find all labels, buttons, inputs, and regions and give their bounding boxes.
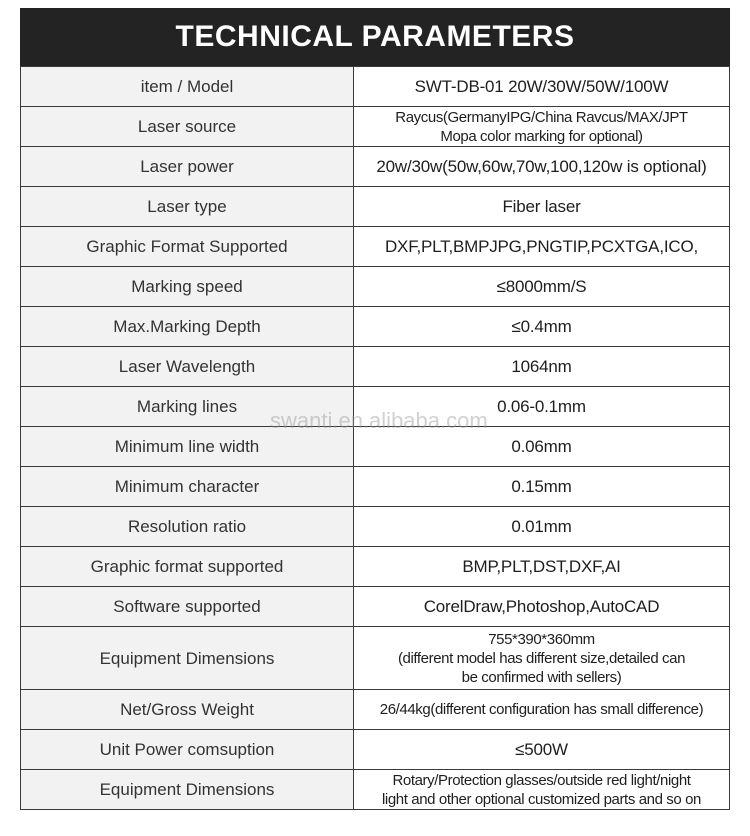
- table-row: [21, 467, 730, 507]
- row-value: 0.06mm: [354, 427, 730, 467]
- watermark: swanti.en.alibaba.com: [270, 408, 488, 433]
- row-value: 1064nm: [354, 347, 730, 387]
- row-label: Laser Wavelength: [21, 347, 354, 387]
- row-value: 0.06-0.1mm: [354, 387, 730, 427]
- row-value: 0.01mm: [354, 507, 730, 547]
- table-row: [21, 507, 730, 547]
- row-label: item / Model: [21, 67, 354, 107]
- table-row: [21, 627, 730, 690]
- table-row: [21, 547, 730, 587]
- table-row: [21, 227, 730, 267]
- table-row: [21, 730, 730, 770]
- table-row: [21, 690, 730, 730]
- row-value: CorelDraw,Photoshop,AutoCAD: [354, 587, 730, 627]
- row-label: Laser source: [21, 107, 354, 147]
- row-label: Equipment Dimensions: [21, 770, 354, 810]
- row-value: SWT-DB-01 20W/30W/50W/100W: [354, 67, 730, 107]
- row-label: Net/Gross Weight: [21, 690, 354, 730]
- row-label: Equipment Dimensions: [21, 627, 354, 690]
- page-title: TECHNICAL PARAMETERS: [20, 8, 730, 66]
- row-label: Laser type: [21, 187, 354, 227]
- row-value: DXF,PLT,BMPJPG,PNGTIP,PCXTGA,ICO,: [354, 227, 730, 267]
- table-row: [21, 107, 730, 147]
- table-row: [21, 770, 730, 810]
- row-label: Graphic format supported: [21, 547, 354, 587]
- row-value: BMP,PLT,DST,DXF,AI: [354, 547, 730, 587]
- table-row: [21, 307, 730, 347]
- row-label: Software supported: [21, 587, 354, 627]
- row-label: Unit Power comsuption: [21, 730, 354, 770]
- table-row: [21, 67, 730, 107]
- row-label: Minimum line width: [21, 427, 354, 467]
- table-row: [21, 147, 730, 187]
- table-row: [21, 587, 730, 627]
- table-row: [21, 267, 730, 307]
- row-label: Laser power: [21, 147, 354, 187]
- row-value: Fiber laser: [354, 187, 730, 227]
- row-value: Rotary/Protection glasses/outside red light/night light and other optional customized parts and so on: [354, 770, 730, 810]
- row-value: ≤500W: [354, 730, 730, 770]
- row-value: 20w/30w(50w,60w,70w,100,120w is optional): [354, 147, 730, 187]
- row-value: ≤8000mm/S: [354, 267, 730, 307]
- row-value: 755*390*360mm (different model has different size,detailed can be confirmed with sellers): [354, 627, 730, 690]
- row-value: Raycus(GermanyIPG/China Ravcus/MAX/JPT Mopa color marking for optional): [354, 107, 730, 147]
- row-label: Resolution ratio: [21, 507, 354, 547]
- row-label: Marking speed: [21, 267, 354, 307]
- technical-parameters-sheet: [20, 8, 730, 810]
- table-row: [21, 347, 730, 387]
- parameters-table: [20, 66, 730, 810]
- table-row: [21, 427, 730, 467]
- row-label: Marking lines: [21, 387, 354, 427]
- row-value: 0.15mm: [354, 467, 730, 507]
- row-label: Graphic Format Supported: [21, 227, 354, 267]
- row-value: ≤0.4mm: [354, 307, 730, 347]
- row-label: Minimum character: [21, 467, 354, 507]
- row-label: Max.Marking Depth: [21, 307, 354, 347]
- table-row: [21, 187, 730, 227]
- row-value: 26/44kg(different configuration has small difference): [354, 690, 730, 730]
- table-row: [21, 387, 730, 427]
